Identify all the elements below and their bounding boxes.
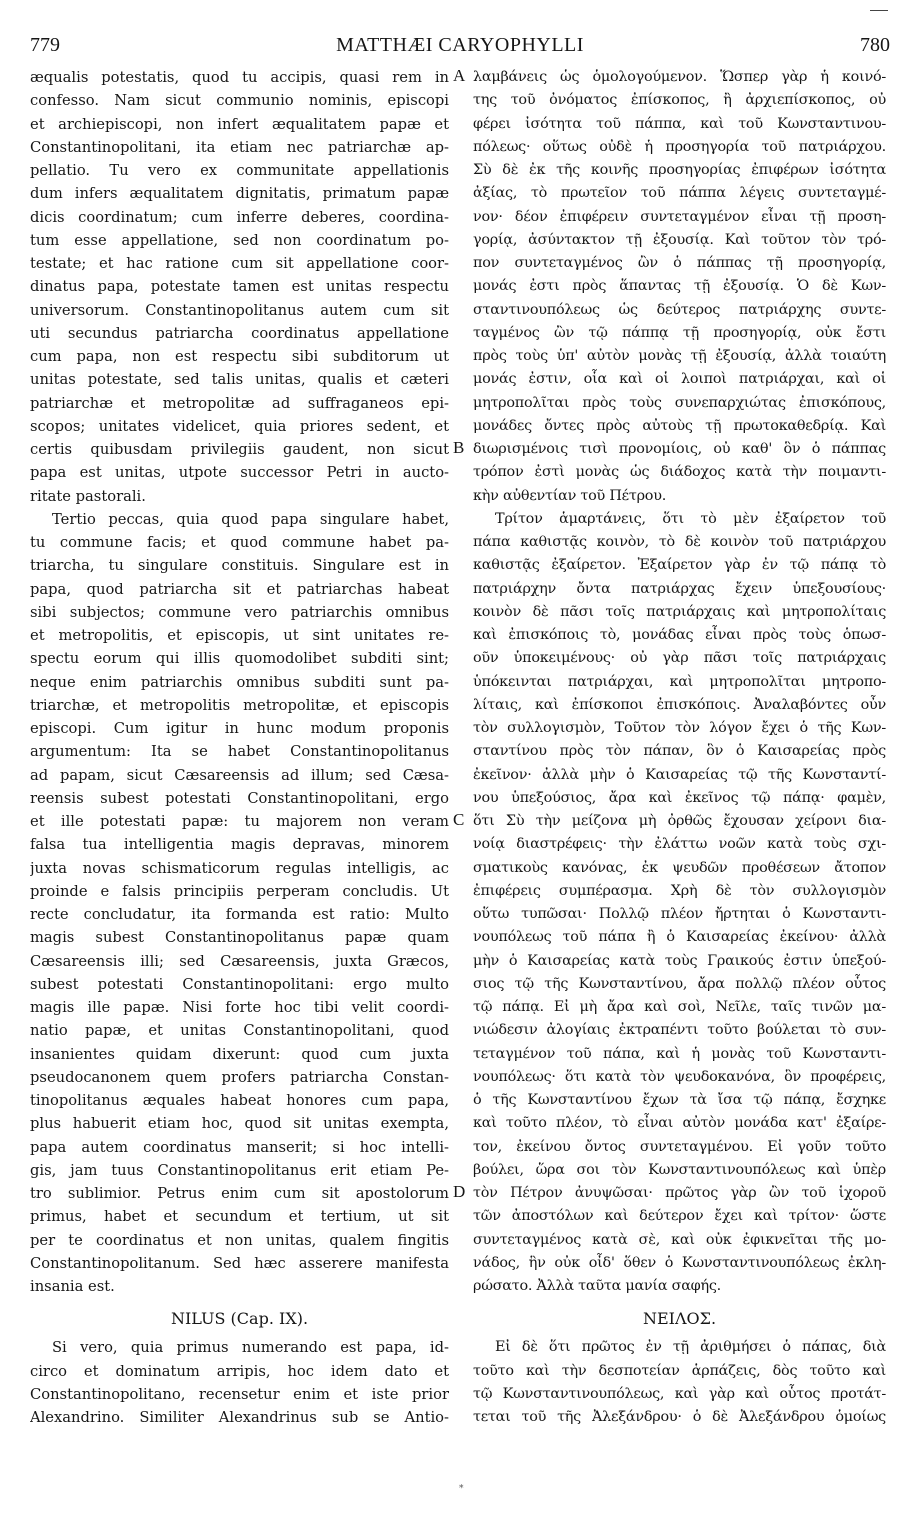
text-line: Constantinopolitanum. Sed hæc asserere manifesta <box>30 1254 449 1272</box>
text-line: τοῦτο καὶ τὴν δεσποτείαν ἁρπάζεις, δὸς τοῦτο καὶ <box>473 1362 886 1379</box>
text-line: natio papæ, et unitas Constantinopolitani, quod <box>30 1022 449 1040</box>
text-line: æqualis potestatis, quod tu accipis, quasi rem in <box>30 69 449 86</box>
text-line: insanientes quidam dixerunt: quod cum juxta <box>30 1045 449 1063</box>
text-line: μητροπολῖται πρὸς τοὺς συνεπαρχιώτας ἐπισκόπους, <box>473 394 886 411</box>
text-line: νιώδεσιν ἀλογίαις ἐκτραπέντι τοῦτο βούλεται τὸ συν- <box>473 1022 886 1039</box>
text-line: tro sublimior. Petrus enim cum sit apostolorum <box>30 1185 449 1202</box>
text-line: neque enim patriarchis omnibus subditi sunt pa- <box>30 673 449 691</box>
text-line: proinde e falsis principiis perperam concludis. Ut <box>30 882 449 900</box>
text-line: πόλεως· οὕτως οὐδὲ ἡ προσηγορία τοῦ πατριάρχου. <box>473 138 886 155</box>
text-line: papa, quod patriarcha sit et patriarchas habeat <box>30 580 449 598</box>
text-line: subest potestati Constantinopolitani: ergo multo <box>30 975 449 993</box>
text-line: τῷ Κωνσταντινουπόλεως, καὶ γὰρ καὶ οὗτος προτάτ- <box>473 1385 886 1402</box>
text-line: σταντίνου πρὸς τὸν πάπαν, ὃν ὁ Καισαρείας πρὸς <box>473 743 886 760</box>
corner-mark <box>870 10 888 11</box>
text-line: πρὸς τοὺς ὑπ' αὐτὸν μονὰς τῇ ἐξουσίᾳ, ἀλλὰ τοιαύτη <box>473 348 886 364</box>
text-line: falsa tua intelligentia magis depravas, minorem <box>30 836 449 854</box>
text-line: συντεταγμένος κατὰ σὲ, καὶ οὐκ ἐφικνεῖται τῆς μο- <box>473 1231 886 1248</box>
text-line: οῦν ὑποκειμένους· οὐ γὰρ πᾶσι τοῖς πατριάρχαις <box>473 650 886 667</box>
text-line: ἀξίας, τὸ πρωτεῖον τοῦ πάππα λέγεις συντεταγμέ- <box>473 185 886 202</box>
text-line: sibi subjectos; commune vero patriarchis omnibus <box>30 603 449 621</box>
text-line: ἐπιφέρεις συμπέρασμα. Χρὴ δὲ τὸν συλλογισμὸν <box>473 882 886 899</box>
text-line: πατριάρχην ὄντα πατριάρχας ἔχειν ὑπεξουσίους· <box>473 580 886 597</box>
text-line: pseudocanonem quem profers patriarcha Constan- <box>30 1068 449 1086</box>
text-line: λίταις, καὶ ἐπίσκοποι ἐπισκόποις. Ἀναλαβόντες οὖν <box>473 696 886 713</box>
text-line: ἐκεῖνον· ἀλλὰ μὴν ὁ Καισαρείας τῷ τῆς Κωνσταντί- <box>473 766 886 783</box>
text-line: ὑπόκεινται πατριάρχαι, καὶ μητροπολῖται μητροπο- <box>473 673 886 690</box>
text-line: patriarchæ et metropolitæ ad suffraganeos epi- <box>30 394 449 412</box>
section-marker-b: B <box>453 438 465 457</box>
section-marker-c: C <box>453 810 465 829</box>
text-line: ad papam, sicut Cæsareensis ad illum; sed Cæsa- <box>30 766 449 784</box>
text-line: πάπα καθιστᾷς κοινὸν, τὸ δὲ κοινὸν τοῦ πατριάρχου <box>473 534 886 550</box>
text-line: et metropolitis, et episcopis, ut sint unitates re- <box>30 627 449 644</box>
text-line: τεταγμένον τοῦ πάπα, καὶ ἡ μονὰς τοῦ Κωνσταντι- <box>473 1045 886 1062</box>
text-line: et archiepiscopi, non infert æqualitatem papæ et <box>30 115 449 133</box>
text-line: καθιστᾷς ἐξαίρετον. Ἐξαίρετον γὰρ ἐν τῷ πάπᾳ τὸ <box>473 557 886 574</box>
text-line: κοινὸν δὲ πᾶσι τοῖς πατριάρχαις καὶ μητροπολίταις <box>473 603 886 620</box>
text-line: σταντινουπόλεως ὡς δεύτερος πατριάρχης συντε- <box>473 301 886 318</box>
text-line: argumentum: Ita se habet Constantinopolitanus <box>30 743 449 761</box>
text-line: τῷ πάπᾳ. Εἰ μὴ ἄρα καὶ σοὶ, Νεῖλε, ταῖς τινῶν μα- <box>473 999 886 1015</box>
text-line: primus, habet et secundum et tertium, ut sit <box>30 1208 449 1226</box>
text-line: episcopi. Cum igitur in hunc modum proponis <box>30 720 449 737</box>
text-line: διωρισμένοις τισὶ προνομίοις, οὐ καθ' ὃν ὁ πάππας <box>473 441 886 457</box>
text-line: μονάς ἐστιν, οἷα καὶ οἱ λοιποὶ πατριάρχαι, καὶ οἱ <box>473 371 886 388</box>
text-line: μονάς ἐστι πρὸς ἅπαντας τῇ ἐξουσίᾳ. Ὁ δὲ Κων- <box>473 278 886 295</box>
text-line: cum papa, non est respectu sibi subditorum ut <box>30 348 449 365</box>
text-line: τὸν συλλογισμὸν, Τοῦτον τὸν λόγον ἔχει ὁ τῆς Κων- <box>473 720 886 736</box>
text-line: μὴν ὁ Καισαρείας κατὰ τοὺς Γραικούς ἐστιν ὑπεξού- <box>473 952 886 969</box>
section-marker-d: D <box>453 1182 466 1201</box>
text-line: σματικοὺς κανόνας, ἐκ ψευδῶν προθέσεων ἄτοπον <box>473 859 886 876</box>
text-line: τεται τοῦ τῆς Ἀλεξάνδρου· ὁ δὲ Ἀλεξάνδρου ὁμοίως <box>473 1409 886 1425</box>
text-line: uti secundus patriarcha coordinatus appellatione <box>30 324 449 342</box>
text-line: Alexandrino. Similiter Alexandrinus sub se Antio- <box>30 1409 449 1426</box>
text-line: testate; et hac ratione cum sit appellatione coor- <box>30 255 449 272</box>
text-line: Tertio peccas, quia quod papa singulare habet, <box>52 510 449 528</box>
text-line: νοίᾳ διαστρέφεις· τὴν ἐλάττω νοῶν κατὰ τοὺς σχι- <box>473 836 886 853</box>
text-line: τον, ἐκείνου ὄντος συντεταγμένου. Εἰ γοῦν τοῦτο <box>473 1138 886 1155</box>
text-line: spectu eorum qui illis quomodolibet subditi sint; <box>30 650 449 668</box>
text-line: ὁ τῆς Κωνσταντίνου ἔχων τὰ ἴσα τῷ πάπᾳ, ἔσχηκε <box>473 1092 886 1108</box>
text-line: νουπόλεως τοῦ πάπα ἢ ὁ Καισαρείας ἐκείνου· ἀλλὰ <box>473 929 886 946</box>
text-line: certis quibusdam privilegiis gaudent, non sicut <box>30 441 449 458</box>
text-line: confesso. Nam sicut communio nominis, episcopi <box>30 92 449 110</box>
text-line: Si vero, quia primus numerando est papa, id- <box>52 1339 449 1357</box>
section-heading: NILUS (Cap. IX). <box>170 1309 309 1329</box>
section-marker-a: A <box>453 66 466 85</box>
text-line: magis ille papæ. Nisi forte hoc tibi velit coordi- <box>30 999 449 1016</box>
text-line: ritate pastorali. <box>30 487 146 505</box>
left-page-number: 779 <box>30 34 60 56</box>
text-line: triarchæ, et metropolitis metropolitæ, et episcopis <box>30 696 449 714</box>
text-line: οὕτω τυπῶσαι· Πολλῷ πλέον ἤρτηται ὁ Κωνσταντι- <box>473 906 886 922</box>
text-line: juxta novas schismaticorum regulas intelligis, ac <box>30 859 449 877</box>
text-line: papa autem coordinatus manserit; si hoc intelli- <box>30 1138 449 1156</box>
text-line: νάδος, ἣν οὐκ οἶδ' ὅθεν ὁ Κωνσταντινουπόλεως ἐκλη- <box>473 1254 886 1271</box>
running-title: MATTHÆI CARYOPHYLLI <box>336 34 584 56</box>
text-line: pellatio. Tu vero ex communitate appellationis <box>30 162 449 179</box>
section-heading: ΝΕΙΛΟΣ. <box>642 1309 717 1329</box>
text-line: unitas potestate, sed talis unitas, qualis et cæteri <box>30 371 449 389</box>
text-line: tinopolitanus æquales habeat honores cum papa, <box>30 1092 449 1109</box>
text-line: Τρίτον ἁμαρτάνεις, ὅτι τὸ μὲν ἐξαίρετον τοῦ <box>495 510 886 527</box>
text-line: triarcha, tu singulare constituis. Singulare est in <box>30 557 449 575</box>
text-line: της τοῦ ὀνόματος ἐπίσκοπος, ἢ ἀρχιεπίσκοπος, οὐ <box>473 92 886 109</box>
text-line: dinatus papa, potestate tamen est unitas respectu <box>30 278 449 296</box>
text-line: γορίᾳ, ἀσύντακτον τῇ ἐξουσίᾳ. Καὶ τοῦτον τὸν τρό- <box>473 231 886 248</box>
text-line: ὅτι Σὺ τὴν μείζονα μὴ ὀρθῶς ἔχουσαν χείρονι δια- <box>473 813 886 829</box>
latin-column <box>30 66 449 1429</box>
text-line: Constantinopolitano, recensetur enim et iste prior <box>30 1385 449 1403</box>
footer-mark: * <box>459 1484 464 1494</box>
text-line: βούλει, ὥρα σοι τὸν Κωνσταντινουπόλεως καὶ ὑπὲρ <box>473 1161 886 1178</box>
greek-column <box>473 66 886 1429</box>
text-line: universorum. Constantinopolitanus autem cum sit <box>30 301 449 319</box>
text-line: dicis coordinatum; cum inferre deberes, coordina- <box>30 208 449 226</box>
text-line: Εἰ δὲ ὅτι πρῶτος ἐν τῇ ἀριθμήσει ὁ πάπας, διὰ <box>495 1339 886 1356</box>
text-line: Constantinopolitani, ita etiam nec patriarchæ ap- <box>30 138 449 156</box>
text-line: ταγμένος ὢν τῷ πάππᾳ τῇ προσηγορίᾳ, οὐκ ἔστι <box>473 324 886 341</box>
text-line: dum infers æqualitatem dignitatis, primatum papæ <box>30 185 449 203</box>
text-line: recte concludatur, ita formanda est ratio: Multo <box>30 906 449 923</box>
text-line: circo et dominatum arripis, hoc idem dato et <box>30 1362 449 1380</box>
text-line: φέρει ἰσότητα τοῦ πάππα, καὶ τοῦ Κωνσταντινου- <box>473 115 886 132</box>
text-line: reensis subest potestati Constantinopolitani, ergo <box>30 789 449 807</box>
text-line: πον συντεταγμένος ὢν ὁ πάππας τῇ προσηγορίᾳ, <box>473 255 886 271</box>
running-header <box>30 34 890 64</box>
text-line: καὶ τοῦτο πλέον, τὸ εἶναι αὐτὸν μονάδα κατ' ἐξαίρε- <box>473 1115 886 1132</box>
text-line: τὸν Πέτρον ἀνυψῶσαι· πρῶτος γὰρ ὢν τοῦ ἱχοροῦ <box>473 1185 886 1201</box>
text-line: ρώσατο. Ἀλλὰ ταῦτα μανία σαφής. <box>473 1278 721 1294</box>
text-line: et ille potestati papæ: tu majorem non veram <box>30 813 449 830</box>
text-line: magis subest Constantinopolitanus papæ quam <box>30 929 449 947</box>
text-line: insania est. <box>30 1278 115 1295</box>
text-line: νουπόλεως· ὅτι κατὰ τὸν ψευδοκανόνα, ὃν προφέρεις, <box>473 1068 886 1085</box>
text-line: σιος τῷ τῆς Κωνσταντίνου, ἄρα πολλῷ πλέον οὗτος <box>473 975 886 992</box>
text-line: τῶν ἀποστόλων καὶ δεύτερον ἔχει καὶ τρίτον· ὥστε <box>473 1208 886 1225</box>
text-line: Cæsareensis illi; sed Cæsareensis, juxta Græcos, <box>30 952 449 970</box>
text-line: νου ὑπεξούσιος, ἄρα καὶ ἐκεῖνος τῷ πάπᾳ· φαμὲν, <box>473 789 886 806</box>
text-line: νον· δέον ἐπιφέρειν συντεταγμένον εἶναι τῇ προση- <box>473 208 886 225</box>
text-line: καὶ ἐπισκόποις τὸ, μονάδας εἶναι πρὸς τοὺς ὁπωσ- <box>473 627 886 643</box>
text-line: per te coordinatus et non unitas, qualem fingitis <box>30 1231 449 1249</box>
text-line: plus habuerit etiam hoc, quod sit unitas exempta, <box>30 1115 449 1133</box>
text-line: κὴν αὐθεντίαν τοῦ Πέτρου. <box>473 487 667 504</box>
text-line: λαμβάνεις ὡς ὁμολογούμενον. Ὥσπερ γὰρ ἡ κοινό- <box>473 69 886 85</box>
text-line: Σὺ δὲ ἐκ τῆς κοινῆς προσηγορίας ἐπιφέρων ἰσότητα <box>473 162 886 178</box>
text-line: tum esse appellatione, sed non coordinatum po- <box>30 231 449 249</box>
right-page-number: 780 <box>860 34 890 56</box>
text-line: τρόπον ἐστὶ μονὰς ὡς διάδοχος κατὰ τὴν ποιμαντι- <box>473 464 886 481</box>
text-line: μονάδες ὄντες πρὸς αὐτοὺς τῇ πρωτοκαθεδρίᾳ. Καὶ <box>473 417 886 434</box>
text-line: papa est unitas, utpote successor Petri in aucto- <box>30 464 449 482</box>
text-line: gis, jam tuus Constantinopolitanus erit etiam Pe- <box>30 1161 449 1179</box>
text-line: scopos; unitates videlicet, quia priores sedent, et <box>30 417 449 435</box>
text-line: tu commune facis; et quod commune habet pa- <box>30 534 449 551</box>
